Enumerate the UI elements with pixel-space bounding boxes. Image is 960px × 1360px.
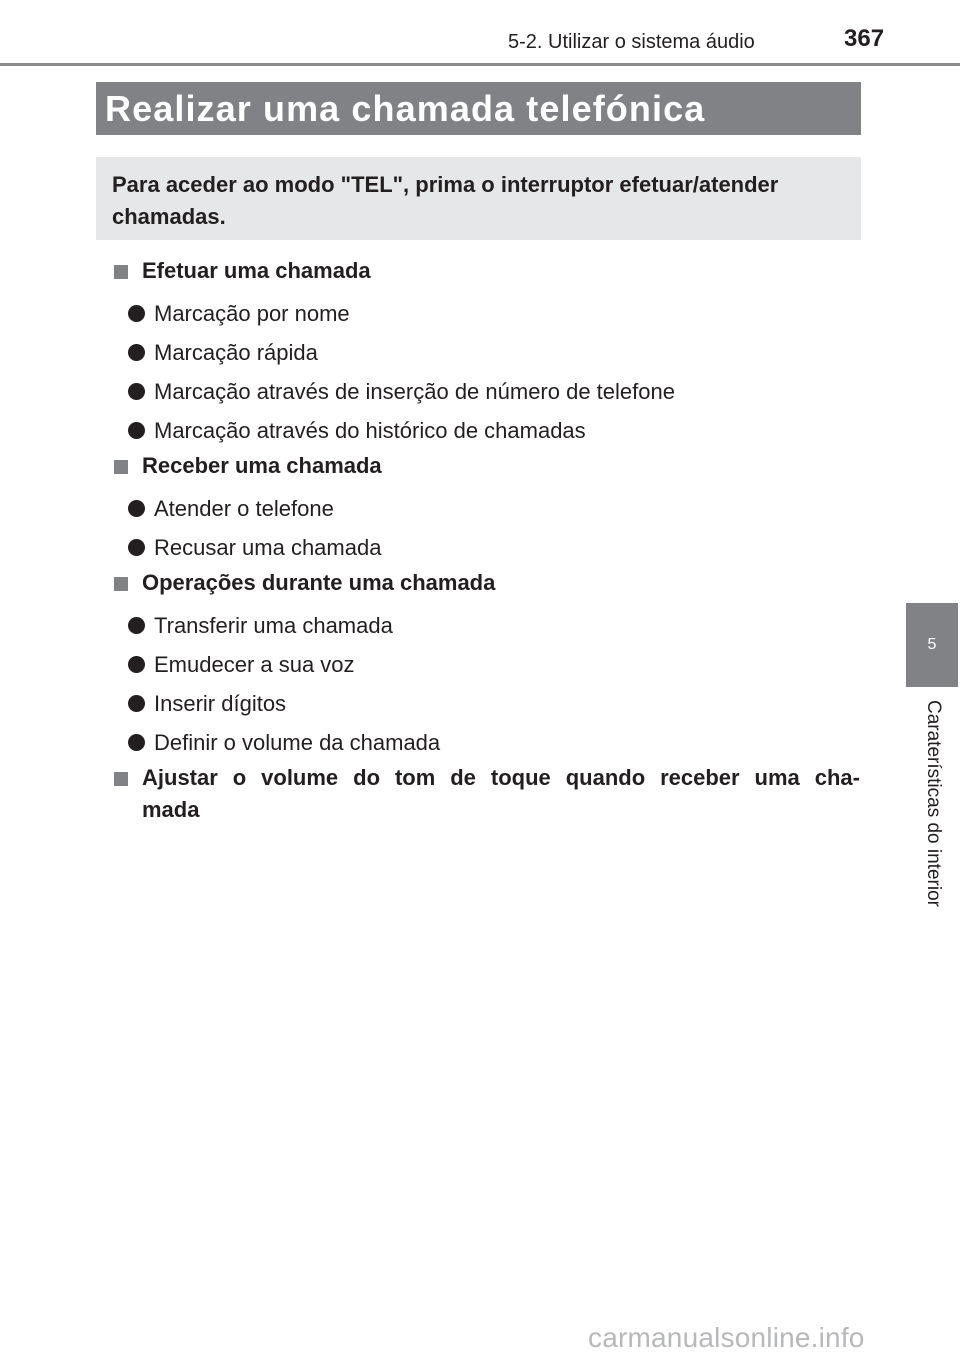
- page-title: Realizar uma chamada telefónica: [105, 87, 706, 129]
- list-item-text: Marcação por nome: [154, 300, 350, 326]
- bullet-dot-icon: [128, 422, 145, 439]
- list-item: [112, 489, 860, 528]
- square-icon: [114, 577, 128, 591]
- content-body: [112, 255, 860, 826]
- section-heading-text: Receber uma chamada: [142, 453, 382, 478]
- header-divider: [0, 63, 960, 66]
- header-section-title: 5-2. Utilizar o sistema áudio: [508, 31, 755, 53]
- page-title-bar: [96, 82, 861, 135]
- section-make-call: [112, 255, 860, 450]
- intro-box: [96, 157, 861, 240]
- bullet-dot-icon: [128, 500, 145, 517]
- list-item-text: Transferir uma chamada: [154, 612, 393, 638]
- chapter-tab: [906, 603, 958, 687]
- intro-text: Para aceder ao modo "TEL", prima o interruptor efetuar/atender chamadas.: [112, 172, 779, 229]
- bullet-dot-icon: [128, 305, 145, 322]
- list-item: [112, 606, 860, 645]
- list-item: [112, 684, 860, 723]
- list-item-text: Recusar uma chamada: [154, 534, 382, 560]
- list-item: [112, 411, 860, 450]
- list-item-text: Marcação através de inserção de número de telefone: [154, 378, 675, 404]
- chapter-label: Caraterísticas do interior: [923, 700, 944, 907]
- list-item-text: Marcação através do histórico de chamadas: [154, 417, 586, 443]
- list-item: [112, 294, 860, 333]
- bullet-dot-icon: [128, 734, 145, 751]
- bullet-dot-icon: [128, 344, 145, 361]
- bullet-dot-icon: [128, 695, 145, 712]
- page-number: 367: [844, 25, 885, 52]
- section-receive-call: [112, 450, 860, 567]
- section-during-call: [112, 567, 860, 762]
- list-item: [112, 333, 860, 372]
- section-heading: [112, 255, 860, 294]
- bullet-dot-icon: [128, 383, 145, 400]
- list-item-text: Inserir dígitos: [154, 690, 287, 716]
- bullet-dot-icon: [128, 617, 145, 634]
- section-heading: [112, 762, 860, 826]
- list-item: [112, 528, 860, 567]
- list-item-text: Emudecer a sua voz: [154, 651, 355, 677]
- bullet-dot-icon: [128, 656, 145, 673]
- square-icon: [114, 772, 128, 786]
- section-heading-text: Ajustar o volume do tom de toque quando receber uma cha-mada: [142, 765, 860, 822]
- section-heading-text: Operações durante uma chamada: [142, 570, 496, 595]
- list-item-text: Definir o volume da chamada: [154, 729, 441, 755]
- list-item: [112, 372, 860, 411]
- section-heading: [112, 450, 860, 489]
- section-heading: [112, 567, 860, 606]
- list-item-text: Marcação rápida: [154, 339, 318, 365]
- square-icon: [114, 265, 128, 279]
- section-ringtone-volume: [112, 762, 860, 826]
- square-icon: [114, 460, 128, 474]
- list-item: [112, 723, 860, 762]
- chapter-number: 5: [927, 636, 937, 653]
- watermark: carmanualsonline.info: [588, 1322, 865, 1353]
- section-heading-text: Efetuar uma chamada: [142, 258, 371, 283]
- list-item: [112, 645, 860, 684]
- list-item-text: Atender o telefone: [154, 495, 334, 521]
- bullet-dot-icon: [128, 539, 145, 556]
